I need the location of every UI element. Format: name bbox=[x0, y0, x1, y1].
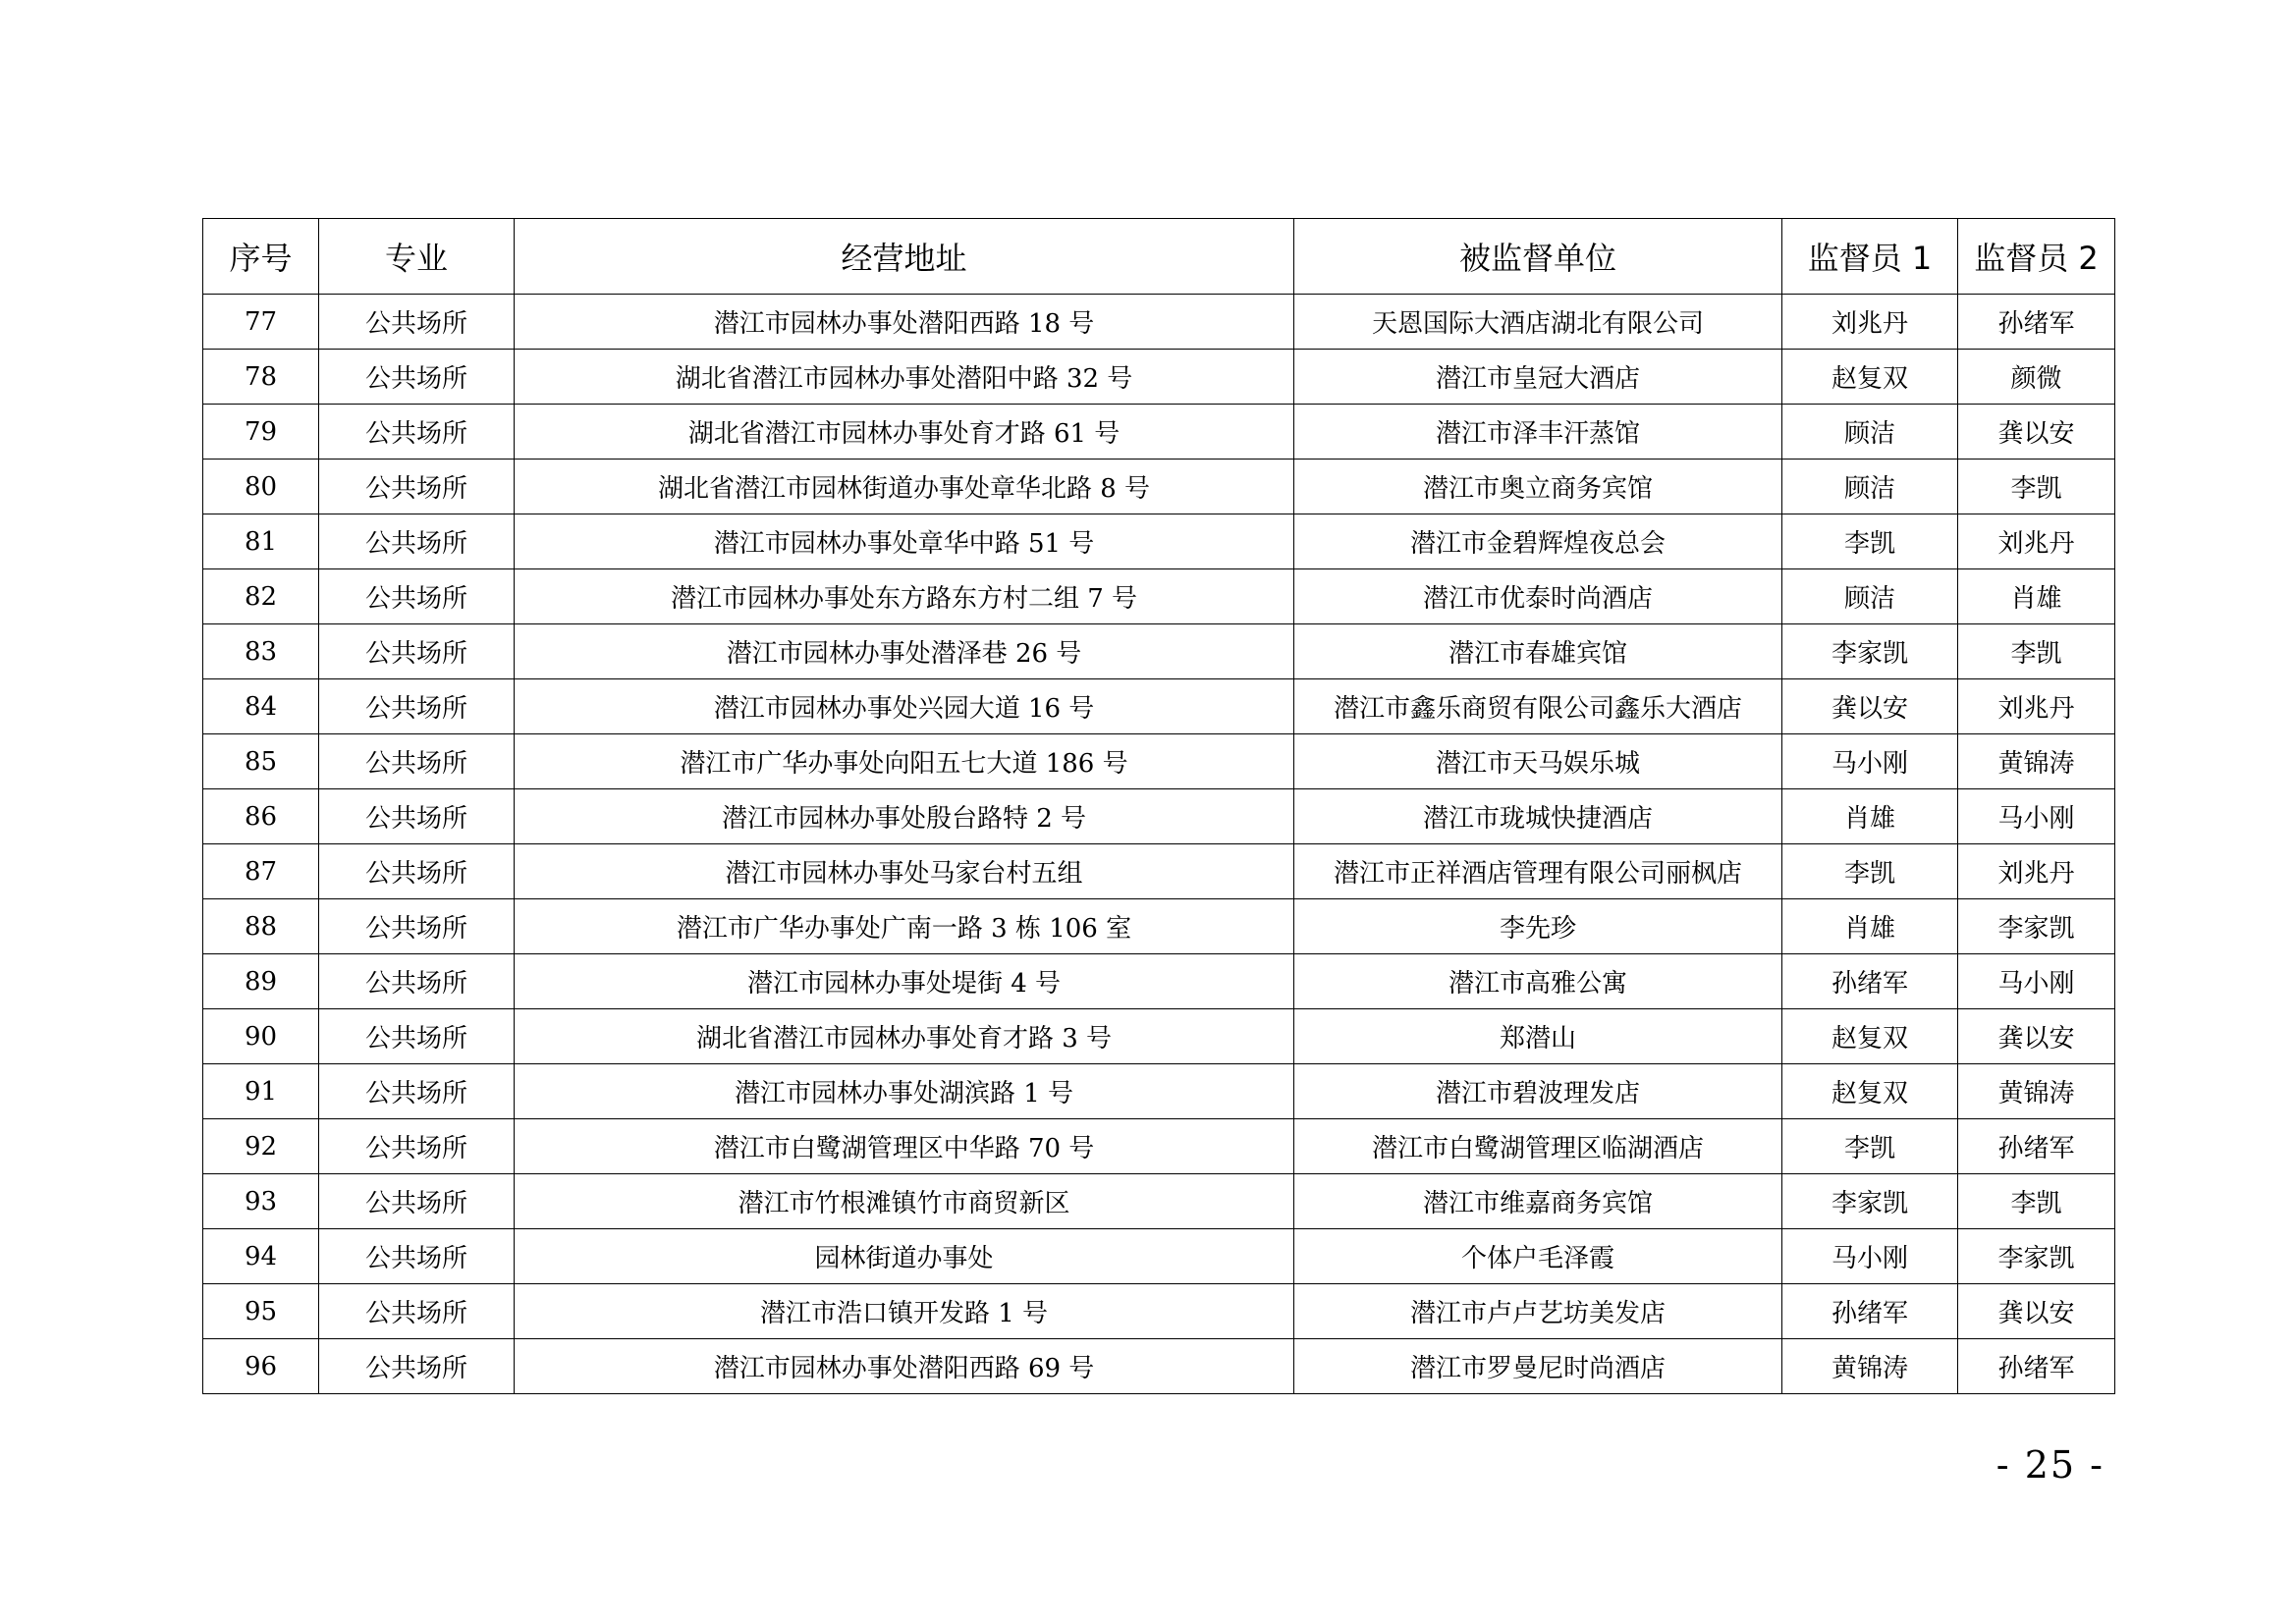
header-index: 序号 bbox=[203, 219, 319, 295]
cell-specialty: 公共场所 bbox=[319, 899, 515, 954]
cell-address: 潜江市广华办事处向阳五七大道 186 号 bbox=[515, 734, 1294, 789]
cell-address: 湖北省潜江市园林办事处潜阳中路 32 号 bbox=[515, 350, 1294, 405]
cell-supervised-unit: 潜江市碧波理发店 bbox=[1294, 1064, 1782, 1119]
cell-supervisor-1: 李家凯 bbox=[1782, 624, 1958, 679]
cell-supervisor-1: 赵复双 bbox=[1782, 1009, 1958, 1064]
cell-index: 86 bbox=[203, 789, 319, 844]
table-row bbox=[203, 624, 2115, 679]
cell-specialty: 公共场所 bbox=[319, 1174, 515, 1229]
table-row bbox=[203, 405, 2115, 460]
cell-index: 95 bbox=[203, 1284, 319, 1339]
cell-address: 潜江市白鹭湖管理区中华路 70 号 bbox=[515, 1119, 1294, 1174]
cell-supervisor-1: 肖雄 bbox=[1782, 789, 1958, 844]
cell-specialty: 公共场所 bbox=[319, 1229, 515, 1284]
cell-supervisor-1: 赵复双 bbox=[1782, 1064, 1958, 1119]
table-row bbox=[203, 295, 2115, 350]
cell-index: 85 bbox=[203, 734, 319, 789]
cell-supervisor-2: 颜微 bbox=[1958, 350, 2115, 405]
cell-address: 潜江市园林办事处兴园大道 16 号 bbox=[515, 679, 1294, 734]
header-supervisor-1: 监督员 1 bbox=[1782, 219, 1958, 295]
cell-supervisor-1: 刘兆丹 bbox=[1782, 295, 1958, 350]
cell-supervisor-1: 赵复双 bbox=[1782, 350, 1958, 405]
table-row bbox=[203, 1064, 2115, 1119]
cell-index: 78 bbox=[203, 350, 319, 405]
cell-index: 81 bbox=[203, 514, 319, 569]
cell-index: 88 bbox=[203, 899, 319, 954]
cell-index: 80 bbox=[203, 460, 319, 514]
cell-specialty: 公共场所 bbox=[319, 954, 515, 1009]
cell-address: 湖北省潜江市园林办事处育才路 61 号 bbox=[515, 405, 1294, 460]
cell-index: 90 bbox=[203, 1009, 319, 1064]
header-supervisor-2: 监督员 2 bbox=[1958, 219, 2115, 295]
cell-specialty: 公共场所 bbox=[319, 350, 515, 405]
cell-address: 湖北省潜江市园林办事处育才路 3 号 bbox=[515, 1009, 1294, 1064]
cell-supervised-unit: 天恩国际大酒店湖北有限公司 bbox=[1294, 295, 1782, 350]
cell-supervised-unit: 潜江市高雅公寓 bbox=[1294, 954, 1782, 1009]
cell-supervised-unit: 潜江市奥立商务宾馆 bbox=[1294, 460, 1782, 514]
cell-specialty: 公共场所 bbox=[319, 789, 515, 844]
cell-specialty: 公共场所 bbox=[319, 679, 515, 734]
table-row bbox=[203, 1339, 2115, 1394]
cell-specialty: 公共场所 bbox=[319, 1119, 515, 1174]
cell-address: 潜江市园林办事处堤街 4 号 bbox=[515, 954, 1294, 1009]
table-row bbox=[203, 734, 2115, 789]
cell-supervised-unit: 潜江市皇冠大酒店 bbox=[1294, 350, 1782, 405]
cell-supervised-unit: 潜江市优泰时尚酒店 bbox=[1294, 569, 1782, 624]
cell-supervisor-1: 马小刚 bbox=[1782, 734, 1958, 789]
cell-supervised-unit: 潜江市维嘉商务宾馆 bbox=[1294, 1174, 1782, 1229]
cell-index: 84 bbox=[203, 679, 319, 734]
cell-address: 潜江市园林办事处章华中路 51 号 bbox=[515, 514, 1294, 569]
table-row bbox=[203, 1119, 2115, 1174]
cell-address: 潜江市浩口镇开发路 1 号 bbox=[515, 1284, 1294, 1339]
header-row bbox=[203, 219, 2115, 295]
cell-index: 89 bbox=[203, 954, 319, 1009]
cell-supervised-unit: 潜江市春雄宾馆 bbox=[1294, 624, 1782, 679]
cell-supervisor-2: 李凯 bbox=[1958, 624, 2115, 679]
cell-supervisor-1: 马小刚 bbox=[1782, 1229, 1958, 1284]
cell-supervisor-2: 龚以安 bbox=[1958, 405, 2115, 460]
cell-supervisor-1: 龚以安 bbox=[1782, 679, 1958, 734]
cell-supervisor-1: 黄锦涛 bbox=[1782, 1339, 1958, 1394]
header-supervised-unit: 被监督单位 bbox=[1294, 219, 1782, 295]
cell-supervisor-2: 孙绪军 bbox=[1958, 295, 2115, 350]
cell-address: 潜江市广华办事处广南一路 3 栋 106 室 bbox=[515, 899, 1294, 954]
cell-supervisor-1: 李凯 bbox=[1782, 514, 1958, 569]
cell-supervisor-2: 孙绪军 bbox=[1958, 1119, 2115, 1174]
table-row bbox=[203, 1229, 2115, 1284]
cell-supervisor-2: 刘兆丹 bbox=[1958, 514, 2115, 569]
table-row bbox=[203, 1284, 2115, 1339]
cell-supervisor-1: 李凯 bbox=[1782, 844, 1958, 899]
cell-specialty: 公共场所 bbox=[319, 569, 515, 624]
table-row bbox=[203, 899, 2115, 954]
page-number: - 25 - bbox=[1995, 1443, 2105, 1487]
cell-supervised-unit: 潜江市卢卢艺坊美发店 bbox=[1294, 1284, 1782, 1339]
cell-specialty: 公共场所 bbox=[319, 624, 515, 679]
cell-specialty: 公共场所 bbox=[319, 295, 515, 350]
supervision-table bbox=[202, 218, 2115, 1394]
cell-address: 潜江市园林办事处殷台路特 2 号 bbox=[515, 789, 1294, 844]
cell-supervisor-2: 马小刚 bbox=[1958, 954, 2115, 1009]
cell-supervisor-1: 顾洁 bbox=[1782, 569, 1958, 624]
cell-supervisor-2: 龚以安 bbox=[1958, 1009, 2115, 1064]
cell-address: 潜江市园林办事处潜阳西路 69 号 bbox=[515, 1339, 1294, 1394]
cell-supervised-unit: 郑潜山 bbox=[1294, 1009, 1782, 1064]
cell-supervisor-2: 刘兆丹 bbox=[1958, 844, 2115, 899]
table-row bbox=[203, 1174, 2115, 1229]
cell-supervised-unit: 潜江市白鹭湖管理区临湖酒店 bbox=[1294, 1119, 1782, 1174]
cell-supervisor-2: 龚以安 bbox=[1958, 1284, 2115, 1339]
cell-specialty: 公共场所 bbox=[319, 1009, 515, 1064]
table-row bbox=[203, 679, 2115, 734]
cell-address: 潜江市园林办事处湖滨路 1 号 bbox=[515, 1064, 1294, 1119]
cell-specialty: 公共场所 bbox=[319, 405, 515, 460]
table-header bbox=[203, 219, 2115, 295]
cell-address: 潜江市园林办事处潜阳西路 18 号 bbox=[515, 295, 1294, 350]
cell-specialty: 公共场所 bbox=[319, 460, 515, 514]
cell-specialty: 公共场所 bbox=[319, 1284, 515, 1339]
cell-supervisor-2: 黄锦涛 bbox=[1958, 1064, 2115, 1119]
cell-supervised-unit: 潜江市正祥酒店管理有限公司丽枫店 bbox=[1294, 844, 1782, 899]
cell-supervisor-2: 刘兆丹 bbox=[1958, 679, 2115, 734]
cell-index: 82 bbox=[203, 569, 319, 624]
cell-supervisor-2: 李家凯 bbox=[1958, 899, 2115, 954]
table-row bbox=[203, 350, 2115, 405]
cell-supervised-unit: 个体户毛泽霞 bbox=[1294, 1229, 1782, 1284]
table-row bbox=[203, 954, 2115, 1009]
cell-supervised-unit: 李先珍 bbox=[1294, 899, 1782, 954]
table-row bbox=[203, 789, 2115, 844]
cell-address: 潜江市竹根滩镇竹市商贸新区 bbox=[515, 1174, 1294, 1229]
header-address: 经营地址 bbox=[515, 219, 1294, 295]
table-row bbox=[203, 844, 2115, 899]
cell-supervised-unit: 潜江市罗曼尼时尚酒店 bbox=[1294, 1339, 1782, 1394]
cell-supervisor-2: 肖雄 bbox=[1958, 569, 2115, 624]
table-row bbox=[203, 1009, 2115, 1064]
cell-supervisor-2: 黄锦涛 bbox=[1958, 734, 2115, 789]
cell-index: 92 bbox=[203, 1119, 319, 1174]
cell-supervised-unit: 潜江市鑫乐商贸有限公司鑫乐大酒店 bbox=[1294, 679, 1782, 734]
cell-index: 77 bbox=[203, 295, 319, 350]
cell-specialty: 公共场所 bbox=[319, 1339, 515, 1394]
cell-supervised-unit: 潜江市泽丰汗蒸馆 bbox=[1294, 405, 1782, 460]
cell-supervisor-1: 顾洁 bbox=[1782, 460, 1958, 514]
cell-index: 79 bbox=[203, 405, 319, 460]
cell-supervised-unit: 潜江市金碧辉煌夜总会 bbox=[1294, 514, 1782, 569]
table-body bbox=[203, 295, 2115, 1394]
cell-index: 94 bbox=[203, 1229, 319, 1284]
cell-supervisor-2: 李凯 bbox=[1958, 460, 2115, 514]
cell-supervisor-1: 肖雄 bbox=[1782, 899, 1958, 954]
cell-supervisor-1: 孙绪军 bbox=[1782, 1284, 1958, 1339]
table-row bbox=[203, 514, 2115, 569]
cell-address: 湖北省潜江市园林街道办事处章华北路 8 号 bbox=[515, 460, 1294, 514]
cell-specialty: 公共场所 bbox=[319, 844, 515, 899]
cell-index: 87 bbox=[203, 844, 319, 899]
cell-specialty: 公共场所 bbox=[319, 1064, 515, 1119]
cell-address: 潜江市园林办事处马家台村五组 bbox=[515, 844, 1294, 899]
cell-supervisor-1: 孙绪军 bbox=[1782, 954, 1958, 1009]
cell-index: 96 bbox=[203, 1339, 319, 1394]
table-row bbox=[203, 460, 2115, 514]
cell-address: 潜江市园林办事处东方路东方村二组 7 号 bbox=[515, 569, 1294, 624]
cell-supervisor-1: 李家凯 bbox=[1782, 1174, 1958, 1229]
cell-supervisor-2: 孙绪军 bbox=[1958, 1339, 2115, 1394]
cell-supervised-unit: 潜江市珑城快捷酒店 bbox=[1294, 789, 1782, 844]
cell-address: 潜江市园林办事处潜泽巷 26 号 bbox=[515, 624, 1294, 679]
cell-specialty: 公共场所 bbox=[319, 514, 515, 569]
cell-supervisor-2: 李凯 bbox=[1958, 1174, 2115, 1229]
cell-index: 83 bbox=[203, 624, 319, 679]
cell-specialty: 公共场所 bbox=[319, 734, 515, 789]
header-specialty: 专业 bbox=[319, 219, 515, 295]
cell-supervisor-1: 李凯 bbox=[1782, 1119, 1958, 1174]
cell-supervised-unit: 潜江市天马娱乐城 bbox=[1294, 734, 1782, 789]
cell-index: 91 bbox=[203, 1064, 319, 1119]
cell-address: 园林街道办事处 bbox=[515, 1229, 1294, 1284]
cell-index: 93 bbox=[203, 1174, 319, 1229]
cell-supervisor-1: 顾洁 bbox=[1782, 405, 1958, 460]
table-row bbox=[203, 569, 2115, 624]
cell-supervisor-2: 李家凯 bbox=[1958, 1229, 2115, 1284]
cell-supervisor-2: 马小刚 bbox=[1958, 789, 2115, 844]
